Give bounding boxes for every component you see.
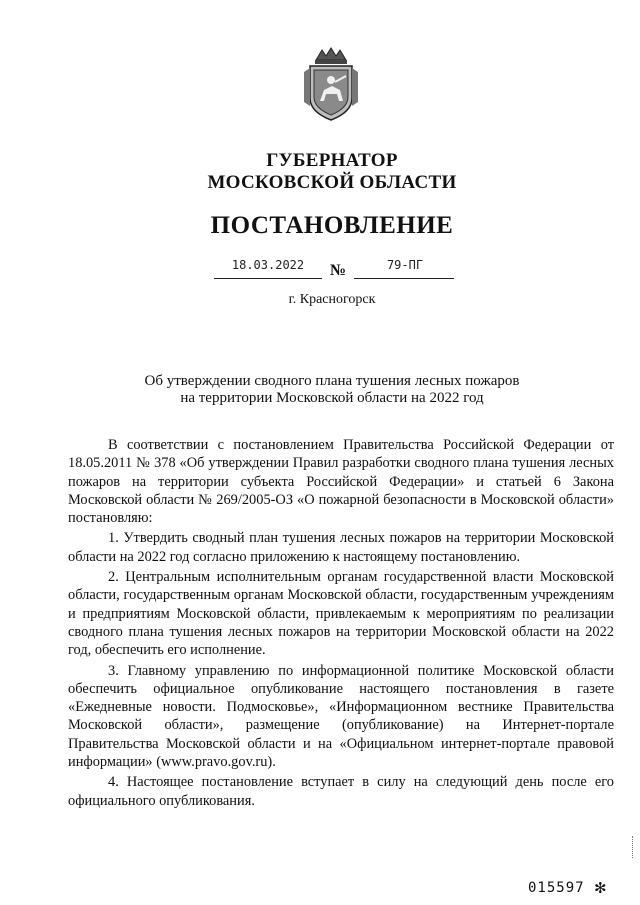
edge-mark — [632, 836, 635, 858]
coat-of-arms-icon — [302, 46, 360, 124]
item-4-paragraph: 4. Настоящее постановление вступает в силу на следующий день после его официального опубликования. — [68, 774, 614, 809]
number-sign: № — [330, 262, 347, 279]
date-underline — [214, 278, 322, 279]
star-mark-icon: ✻ — [594, 879, 607, 897]
item-3-paragraph: 3. Главному управлению по информационной политике Московской области обеспечить официальное опубликование настоящего постановления в газете «Ежедневные новости. Подмосковье», «Информационном вестнике Правительства Московской области», размещение (опубликование) на Интернет-портале Правительства Московской области и на «Официальном интернет-портале правовой информации» (www.pravo.gov.ru). — [68, 662, 614, 771]
number-underline — [354, 278, 454, 279]
issuer-title-line2: МОСКОВСКОЙ ОБЛАСТИ — [207, 172, 457, 193]
item-2-paragraph: 2. Центральным исполнительным органам государственной власти Московской области, государственным органам Московской области, государственным учреждениям и предприятиям Московской области, привлекаемым к мероприятиям по реализации сводного плана тушения лесных пожаров на территории Московской области на 2022 год, обеспечить его исполнение. — [68, 569, 614, 659]
issue-city: г. Красногорск — [288, 292, 376, 307]
issuer-title-line1: ГУБЕРНАТОР — [266, 150, 398, 171]
document-body — [68, 436, 614, 810]
form-serial-number: 015597 — [528, 880, 585, 896]
document-type-title: ПОСТАНОВЛЕНИЕ — [210, 212, 454, 239]
document-date: 18.03.2022 — [231, 258, 305, 272]
subject-line1: Об утверждении сводного плана тушения лесных пожаров — [144, 373, 520, 389]
preamble-paragraph: В соответствии с постановлением Правительства Российской Федерации от 18.05.2011 № 378 «Об утверждении Правил разработки сводного плана тушения лесных пожаров на территории субъекта Российской Федерации» и статьей 6 Закона Московской области № 269/2005-ОЗ «О пожарной безопасности в Московской области» постановляю: — [68, 437, 614, 527]
subject-line2: на территории Московской области на 2022 год — [180, 390, 484, 406]
item-1-paragraph: 1. Утвердить сводный план тушения лесных пожаров на территории Московской области на 2022 год согласно приложению к настоящему постановлению. — [68, 530, 614, 565]
document-number: 79-ПГ — [386, 258, 424, 272]
